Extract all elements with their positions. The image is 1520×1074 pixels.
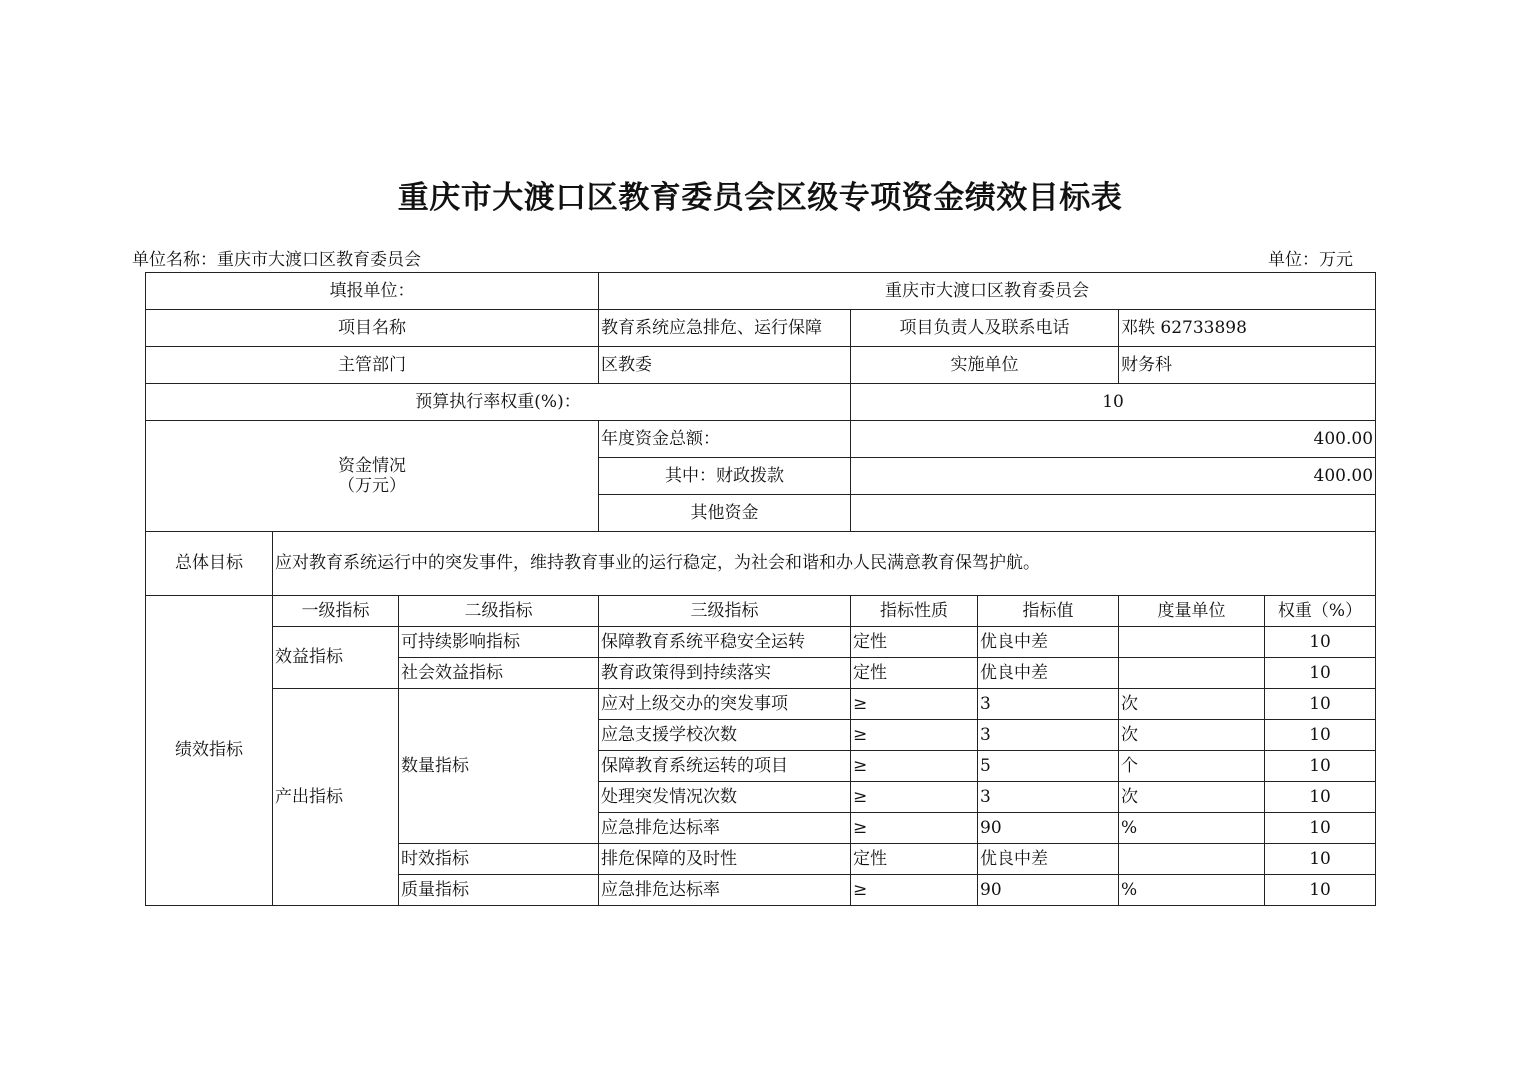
level3-cell: 教育政策得到持续落实 <box>599 658 851 689</box>
weight-cell: 10 <box>1265 627 1376 658</box>
nature-cell: 定性 <box>851 844 978 875</box>
budget-weight-row <box>146 384 1376 421</box>
nature-cell: ≥ <box>851 813 978 844</box>
project-name-value: 教育系统应急排危、运行保障 <box>599 310 851 347</box>
impl-label: 实施单位 <box>851 347 1119 384</box>
nature-cell: ≥ <box>851 782 978 813</box>
weight-cell: 10 <box>1265 720 1376 751</box>
value-cell: 优良中差 <box>978 658 1119 689</box>
project-name-row <box>146 310 1376 347</box>
level2-quantity: 数量指标 <box>399 689 599 844</box>
budget-weight-value: 10 <box>851 384 1376 421</box>
value-cell: 3 <box>978 720 1119 751</box>
value-cell: 3 <box>978 689 1119 720</box>
dept-row <box>146 347 1376 384</box>
perf-indicators-label: 绩效指标 <box>146 596 273 906</box>
unit-cell: 次 <box>1119 782 1265 813</box>
overall-goal-label: 总体目标 <box>146 532 273 596</box>
value-cell: 90 <box>978 875 1119 906</box>
value-cell: 5 <box>978 751 1119 782</box>
contact-value: 邓轶 62733898 <box>1119 310 1376 347</box>
header-weight: 权重（%） <box>1265 596 1376 627</box>
overall-goal-value: 应对教育系统运行中的突发事件，维持教育事业的运行稳定，为社会和谐和办人民满意教育保驾护航。 <box>273 532 1376 596</box>
unit-cell <box>1119 658 1265 689</box>
level2-social: 社会效益指标 <box>399 658 599 689</box>
level1-output: 产出指标 <box>273 689 399 906</box>
table-row <box>146 627 1376 658</box>
impl-value: 财务科 <box>1119 347 1376 384</box>
annual-total-value: 400.00 <box>851 421 1376 458</box>
weight-cell: 10 <box>1265 782 1376 813</box>
performance-target-table <box>145 272 1376 906</box>
level3-cell: 保障教育系统运转的项目 <box>599 751 851 782</box>
dept-label: 主管部门 <box>146 347 599 384</box>
weight-cell: 10 <box>1265 844 1376 875</box>
weight-cell: 10 <box>1265 751 1376 782</box>
unit-cell <box>1119 844 1265 875</box>
project-name-label: 项目名称 <box>146 310 599 347</box>
level3-cell: 应对上级交办的突发事项 <box>599 689 851 720</box>
unit-cell <box>1119 627 1265 658</box>
unit-cell: % <box>1119 875 1265 906</box>
nature-cell: 定性 <box>851 627 978 658</box>
nature-cell: ≥ <box>851 751 978 782</box>
level2-sustain: 可持续影响指标 <box>399 627 599 658</box>
overall-goal-row <box>146 532 1376 596</box>
value-cell: 90 <box>978 813 1119 844</box>
funds-label-line2: （万元） <box>338 476 406 496</box>
funds-total-row <box>146 421 1376 458</box>
nature-cell: 定性 <box>851 658 978 689</box>
level2-timeliness: 时效指标 <box>399 844 599 875</box>
unit-name: 单位名称：重庆市大渡口区教育委员会 <box>132 250 421 270</box>
level3-cell: 应急排危达标率 <box>599 875 851 906</box>
nature-cell: ≥ <box>851 689 978 720</box>
weight-cell: 10 <box>1265 658 1376 689</box>
annual-total-label: 年度资金总额： <box>599 421 851 458</box>
value-cell: 优良中差 <box>978 844 1119 875</box>
currency-unit: 单位：万元 <box>1268 250 1353 270</box>
dept-value: 区教委 <box>599 347 851 384</box>
level2-quality: 质量指标 <box>399 875 599 906</box>
page-title: 重庆市大渡口区教育委员会区级专项资金绩效目标表 <box>397 180 1123 216</box>
level3-cell: 处理突发情况次数 <box>599 782 851 813</box>
other-funds-value <box>851 495 1376 532</box>
value-cell: 3 <box>978 782 1119 813</box>
header-value: 指标值 <box>978 596 1119 627</box>
header-nature: 指标性质 <box>851 596 978 627</box>
funds-label-line1: 资金情况 <box>338 455 406 476</box>
weight-cell: 10 <box>1265 689 1376 720</box>
unit-cell: 个 <box>1119 751 1265 782</box>
weight-cell: 10 <box>1265 875 1376 906</box>
filing-unit-row <box>146 273 1376 310</box>
level3-cell: 应急支援学校次数 <box>599 720 851 751</box>
table-row <box>146 689 1376 720</box>
level3-cell: 排危保障的及时性 <box>599 844 851 875</box>
unit-cell: 次 <box>1119 720 1265 751</box>
contact-label: 项目负责人及联系电话 <box>851 310 1119 347</box>
nature-cell: ≥ <box>851 875 978 906</box>
header-level2: 二级指标 <box>399 596 599 627</box>
header-level3: 三级指标 <box>599 596 851 627</box>
header-unit: 度量单位 <box>1119 596 1265 627</box>
weight-cell: 10 <box>1265 813 1376 844</box>
level3-cell: 保障教育系统平稳安全运转 <box>599 627 851 658</box>
budget-weight-label: 预算执行率权重(%)： <box>146 384 851 421</box>
header-level1: 一级指标 <box>273 596 399 627</box>
level3-cell: 应急排危达标率 <box>599 813 851 844</box>
level1-benefit: 效益指标 <box>273 627 399 689</box>
value-cell: 优良中差 <box>978 627 1119 658</box>
unit-cell: 次 <box>1119 689 1265 720</box>
filing-unit-value: 重庆市大渡口区教育委员会 <box>599 273 1376 310</box>
indicator-header-row <box>146 596 1376 627</box>
unit-cell: % <box>1119 813 1265 844</box>
funds-label <box>146 421 599 532</box>
other-funds-label: 其他资金 <box>599 495 851 532</box>
nature-cell: ≥ <box>851 720 978 751</box>
fiscal-value: 400.00 <box>851 458 1376 495</box>
filing-unit-label: 填报单位： <box>146 273 599 310</box>
fiscal-label: 其中：财政拨款 <box>599 458 851 495</box>
